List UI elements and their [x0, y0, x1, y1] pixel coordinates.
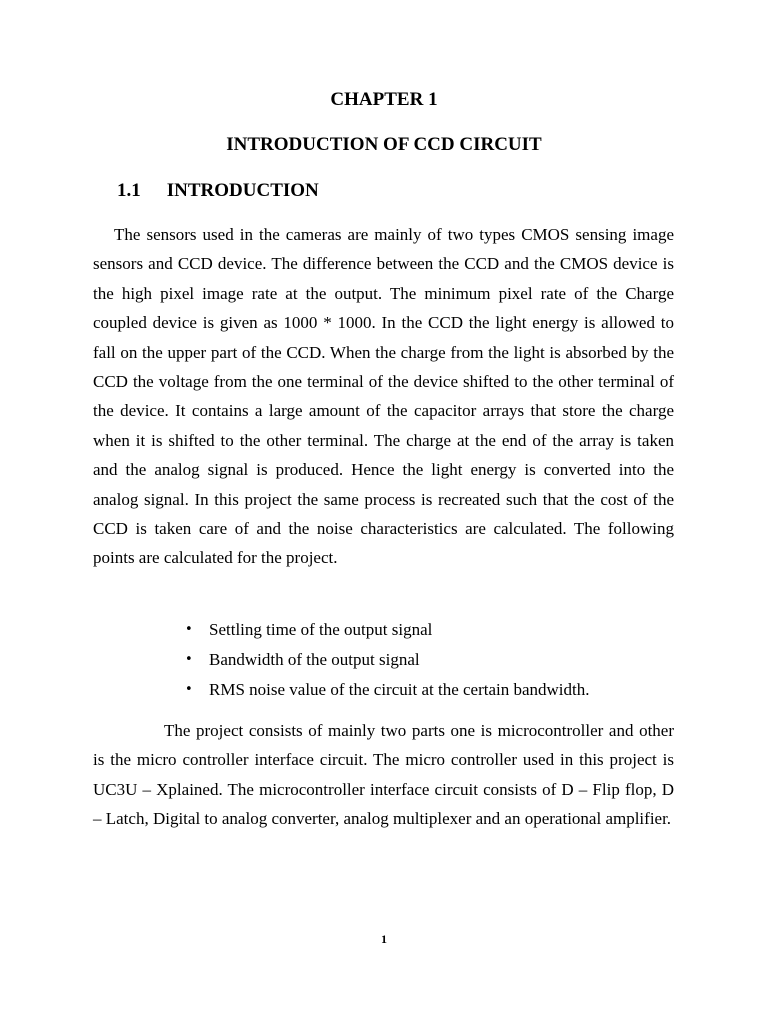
- bullet-icon: •: [185, 682, 193, 697]
- chapter-heading: CHAPTER 1: [330, 89, 438, 110]
- list-item-text: Settling time of the output signal: [209, 620, 433, 639]
- bullet-list: [183, 615, 590, 705]
- list-item: [183, 645, 590, 675]
- section-heading: [117, 177, 319, 205]
- page-number: 1: [381, 932, 387, 946]
- intro-paragraph: The sensors used in the cameras are mainly of two types CMOS sensing image sensors and CCD device. The difference between the CCD and the CMOS device is the high pixel image rate at the output. The minimum pixel rate of the Charge coupled device is given as 1000 * 1000. In the CCD the light energy is allowed to fall on the upper part of the CCD. When the charge from the light is absorbed by the CCD the voltage from the one terminal of the device shifted to the other terminal of the device. It contains a large amount of the capacitor arrays that store the charge when it is shifted to the other terminal. The charge at the end of the array is taken and the analog signal is produced. Hence the light energy is converted into the analog signal. In this project the same process is recreated such that the cost of the CCD is taken care of and the noise characteristics are calculated. The following points are calculated for the project.: [93, 225, 674, 568]
- section-number: 1.1: [117, 180, 141, 201]
- bullet-icon: •: [185, 622, 193, 637]
- list-item: [183, 675, 590, 705]
- section-title: INTRODUCTION: [166, 180, 319, 201]
- list-item-text: RMS noise value of the circuit at the certain bandwidth.: [209, 680, 590, 699]
- list-item: [183, 615, 590, 645]
- chapter-title: INTRODUCTION OF CCD CIRCUIT: [226, 134, 542, 155]
- bullet-icon: •: [185, 652, 193, 667]
- project-paragraph: The project consists of mainly two parts one is microcontroller and other is the micro controller interface circuit. The micro controller used in this project is UC3U – Xplained. The microcontroller interface circuit consists of D – Flip flop, D – Latch, Digital to analog converter, analog multiplexer and an operational amplifier.: [93, 721, 674, 829]
- list-item-text: Bandwidth of the output signal: [209, 650, 420, 669]
